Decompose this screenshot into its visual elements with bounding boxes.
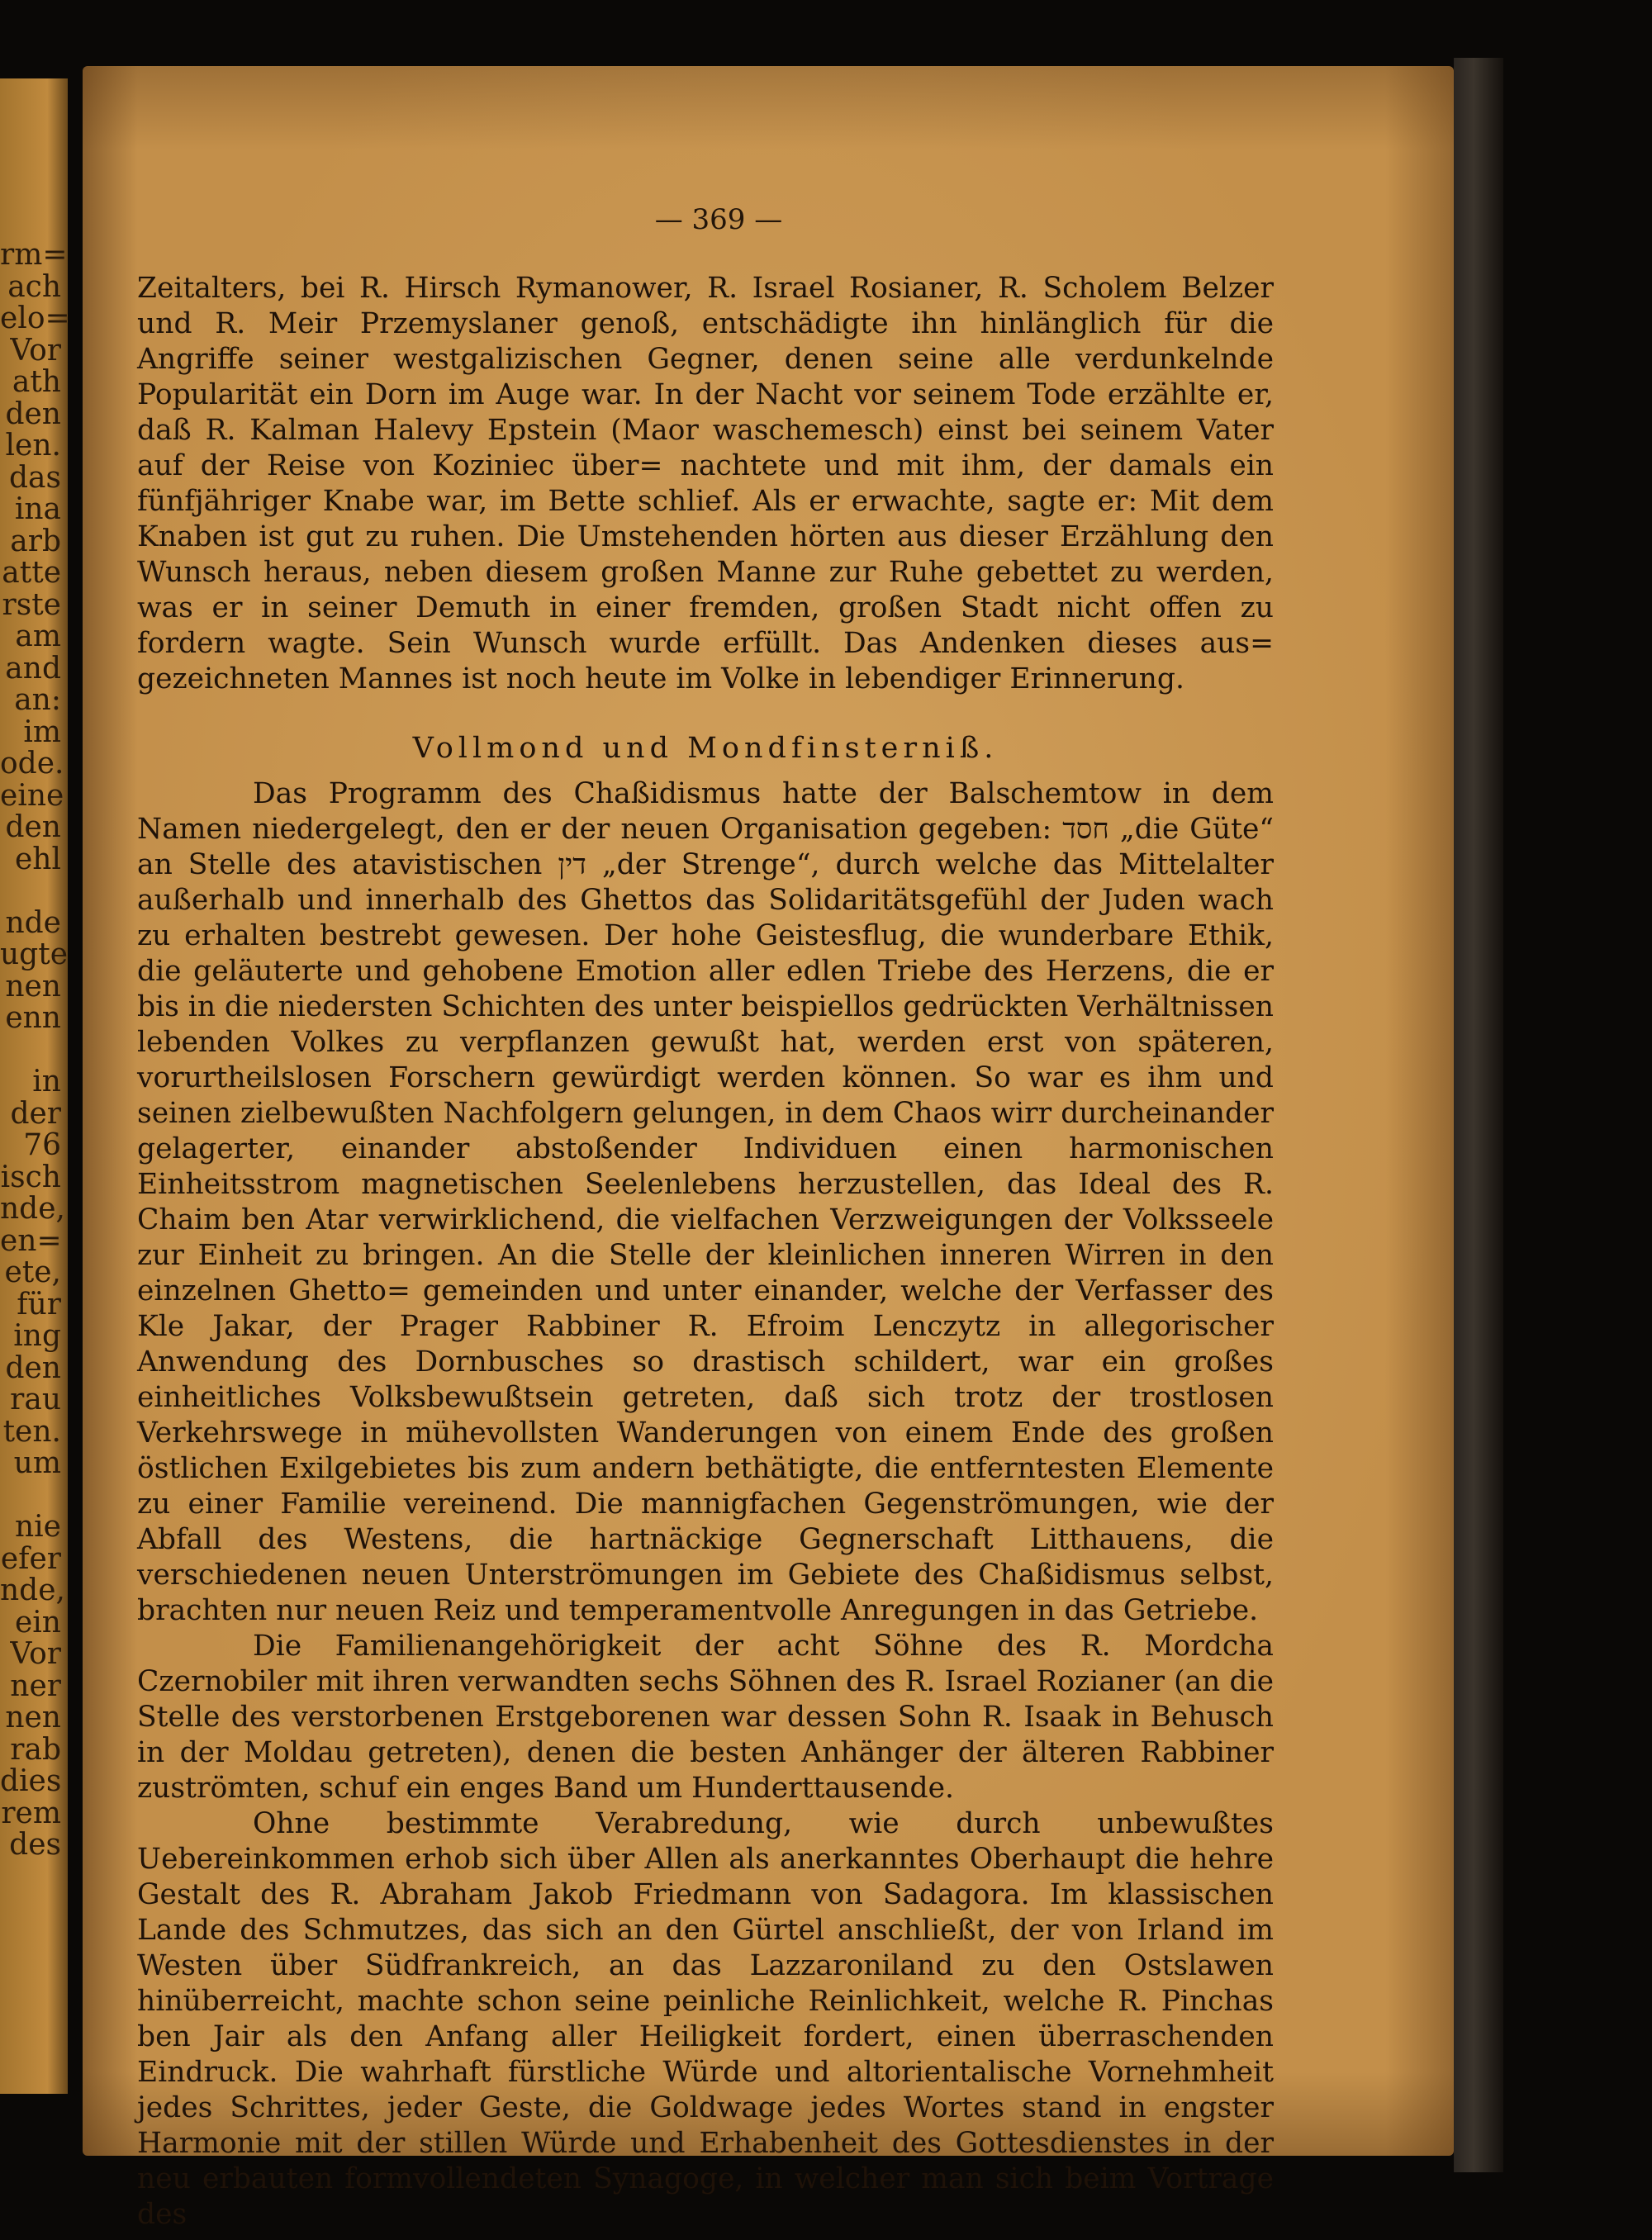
page-number: — 369 — — [654, 203, 783, 236]
section-heading: Vollmond und Mondfinsterniß. — [412, 732, 999, 765]
facing-page-fragment: im — [23, 714, 61, 749]
paragraph: Das Programm des Chaßidismus hatte der Balschemtow in dem Namen niedergelegt, den er der neuen Organisation gegeben: חסד „die Güte“ an Stelle des atavistischen דין „der Strenge“, durch welche das Mittelalter außerhalb und innerhalb des Ghettos das Solidaritätsgefühl der Juden wach zu erhalten bestrebt gewesen. Der hohe Geistesflug, die wunderbare Ethik, die geläuterte und gehobene Emotion aller edlen Triebe des Herzens, die er bis in die niedersten Schichten des unter beispiellos gedrückten Verhältnissen lebenden Volkes zu verpflanzen gewußt hat, werden erst von späteren, vorurtheilslosen Forschern gewürdigt werden können. So war es ihm und seinen zielbewußten Nachfolgern gelungen, in dem Chaos wirr durcheinander gelagerter, einander abstoßender Individuen einen harmonischen Einheitsstrom magnetischen Seelenlebens herzustellen, das Ideal des R. Chaim ben Atar verwirklichend, die vielfachen Verzweigungen der Volksseele zur Einheit zu bringen. An die Stelle der kleinlichen inneren Wirren in den einzelnen Ghetto= gemeinden und unter einander, welche der Verfasser des Kle Jakar, der Prager Rabbiner R. Efroim Lenczytz in allegorischer Anwendung des Dornbusches so drastisch schildert, war ein großes einheitliches Volksbewußtsein getreten, daß sich trotz der trostlosen Verkehrswege in mühevollsten Wanderungen von einem Ende des großen östlichen Exilgebietes bis zum andern bethätigte, die entferntesten Elemente zu einer Familie vereinend. Die mannigfachen Gegenströmungen, wie der Abfall des Westens, die hartnäckige Gegnerschaft Litthauens, die verschiedenen neuen Unterströmungen im Gebiete des Chaßidismus selbst, brachten nur neuen Reiz und temperamentvolle Anregungen in das Getriebe. — [137, 777, 1274, 1627]
facing-page-fragment: atte — [2, 556, 61, 590]
facing-page-fragment: den — [5, 1350, 61, 1385]
facing-page-fragment: in — [32, 1065, 61, 1099]
facing-page-fragment: an: — [14, 683, 61, 717]
facing-page-fragment: nde, — [0, 1192, 65, 1226]
facing-page-fragment: den — [5, 810, 61, 844]
facing-page-fragment — [0, 876, 61, 908]
facing-page-fragment: and — [5, 651, 61, 686]
facing-page-fragment: eine — [0, 778, 64, 813]
paragraph: Zeitalters, bei R. Hirsch Rymanower, R. Israel Rosianer, R. Scholem Belzer und R. Meir Przemyslaner genoß, entschädigte ihn hinlänglich für die Angriffe seiner westgalizischen Gegner, denen seine alle verdunkelnde Popularität ein Dorn im Auge war. In der Nacht vor seinem Tode erzählte er, daß R. Kalman Halevy Epstein (Maor waschemesch) einst bei seinem Vater auf der Reise von Koziniec über= nachtete und mit ihm, der damals ein fünfjähriger Knabe war, im Bette schlief. Als er erwachte, sagte er: Mit dem Knaben ist gut zu ruhen. Die Umstehenden hörten aus dieser Erzählung den Wunsch heraus, neben diesem großen Manne zur Ruhe gebettet zu werden, was er in seiner Demuth in einer fremden, großen Stadt nicht offen zu fordern wagte. Sein Wunsch wurde erfüllt. Das Andenken dieses aus= gezeichneten Mannes ist noch heute im Volke in lebendiger Erinnerung. — [137, 272, 1274, 695]
facing-page-fragment: nie — [14, 1510, 61, 1544]
facing-page-fragment: rste — [2, 587, 61, 622]
facing-page-fragment: ten. — [2, 1414, 61, 1449]
facing-page-fragment: isch — [0, 1160, 61, 1194]
facing-page-fragment: dies — [0, 1764, 62, 1798]
facing-page-fragment: Vor — [10, 333, 61, 368]
facing-page-fragment: nen — [5, 1701, 61, 1735]
facing-page-fragment: den — [5, 396, 61, 431]
facing-page-fragment: ina — [14, 492, 61, 526]
book-cover-edge — [1454, 58, 1503, 2172]
facing-page-fragment: enn — [5, 1001, 61, 1035]
facing-page-fragment: arb — [10, 524, 61, 558]
facing-page-fragment: ugte — [0, 937, 69, 971]
facing-page-fragment: ner — [10, 1668, 61, 1703]
facing-page-fragment: rm= — [0, 238, 68, 272]
facing-page-fragment: nde — [5, 905, 61, 940]
facing-page-fragment: ehl — [14, 842, 61, 876]
facing-page-fragment: des — [9, 1828, 61, 1862]
facing-page-fragment: ath — [12, 365, 61, 399]
facing-page-fragment: der — [10, 1096, 61, 1131]
facing-page-fragments — [0, 240, 68, 1862]
facing-page-fragment: nen — [5, 969, 61, 1004]
facing-page-fragment: ete, — [4, 1255, 61, 1289]
facing-page-fragment: elo= — [0, 301, 70, 335]
facing-page-fragment: um — [13, 1446, 61, 1480]
facing-page-fragment — [0, 1480, 61, 1512]
facing-page-fragment: 76 — [23, 1128, 61, 1162]
facing-page-fragment: nde, — [0, 1573, 65, 1607]
facing-page-fragment: für — [17, 1287, 61, 1322]
facing-page-fragment: rem — [1, 1796, 61, 1830]
paragraph: Ohne bestimmte Verabredung, wie durch unbewußtes Uebereinkommen erhob sich über Allen als anerkanntes Oberhaupt die hehre Gestalt des R. Abraham Jakob Friedmann von Sadagora. Im klassischen Lande des Schmutzes, das sich an den Gürtel anschließt, der von Irland im Westen über Südfrankreich, an das Lazzaroniland zu den Ostslawen hinüberreicht, machte schon seine peinliche Reinlichkeit, welche R. Pinchas ben Jair als den Anfang aller Heiligkeit fordert, einen überraschenden Eindruck. Die wahrhaft fürstliche Würde und altorientalische Vornehmheit jedes Schrittes, jeder Geste, die Goldwage jedes Wortes stand in engster Harmonie mit der stillen Würde und Erhabenheit des Gottesdienstes in der neu erbauten formvollendeten Synagoge, in welcher man sich beim Vortrage des — [137, 1807, 1274, 2231]
page-body — [137, 271, 1274, 2233]
facing-page-fragment: ach — [7, 269, 61, 304]
paragraph: Die Familienangehörigkeit der acht Söhne des R. Mordcha Czernobiler mit ihren verwandten sechs Söhnen des R. Israel Rozianer (an die Stelle des verstorbenen Erstgeborenen war dessen Sohn R. Isaak in Behusch in der Moldau getreten), denen die besten Anhänger der älteren Rabbiner zuströmten, schuf ein enges Band um Hunderttausende. — [137, 1630, 1274, 1805]
facing-page-fragment: rab — [10, 1732, 61, 1767]
facing-page-edge — [0, 78, 68, 2094]
facing-page-fragment: das — [9, 460, 61, 495]
facing-page-fragment: rau — [10, 1383, 61, 1417]
facing-page-fragment: efer — [0, 1541, 61, 1576]
facing-page-fragment: am — [15, 619, 61, 653]
facing-page-fragment: len. — [5, 429, 61, 463]
facing-page-fragment: ing — [13, 1319, 61, 1353]
facing-page-fragment: en= — [0, 1223, 62, 1258]
facing-page-fragment — [0, 1035, 61, 1067]
facing-page-fragment: ein — [14, 1605, 61, 1640]
facing-page-fragment: Vor — [10, 1637, 61, 1671]
facing-page-fragment: ode. — [0, 747, 64, 781]
